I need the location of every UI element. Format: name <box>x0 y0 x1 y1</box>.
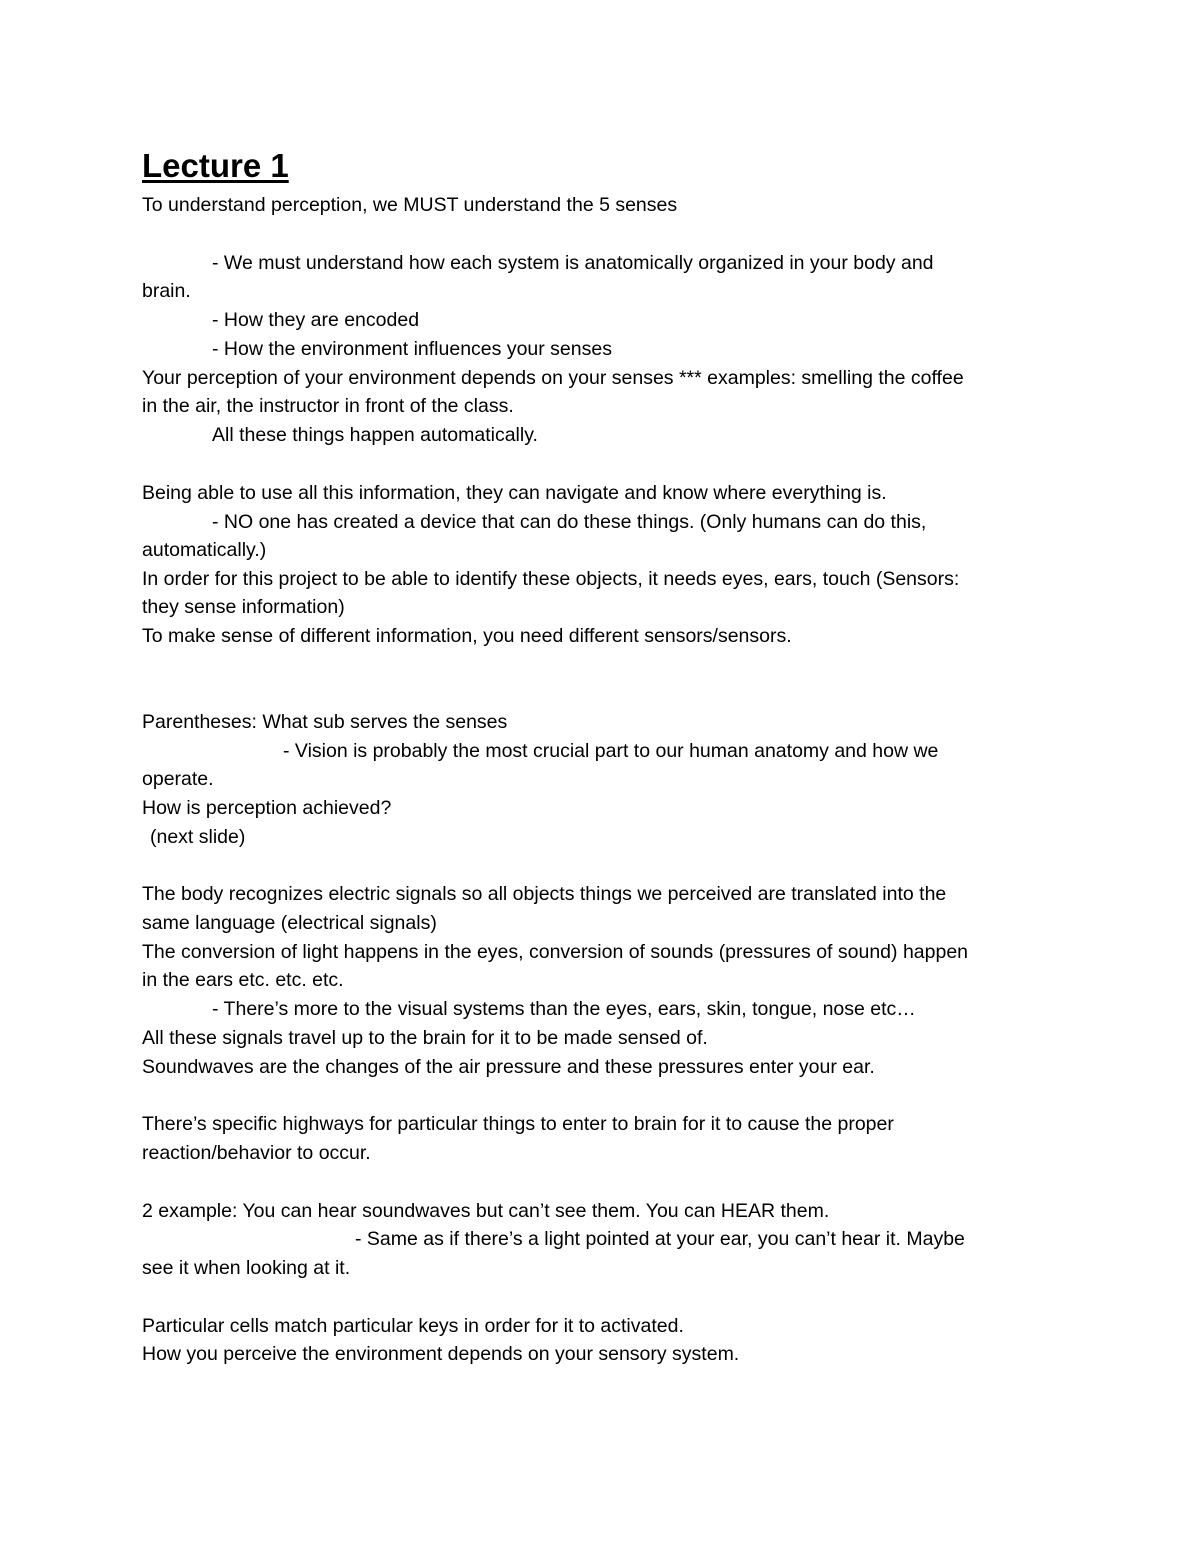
text-line: brain. <box>142 280 191 302</box>
text-line: - We must understand how each system is anatomically organized in your body and <box>212 252 934 274</box>
text-line: - There’s more to the visual systems than the eyes, ears, skin, tongue, nose etc… <box>212 998 916 1020</box>
text-line: automatically.) <box>142 539 267 561</box>
text-line: In order for this project to be able to identify these objects, it needs eyes, ears, touch (Sensors: <box>142 568 960 590</box>
text-line: The body recognizes electric signals so all objects things we perceived are translated into the <box>142 883 947 905</box>
text-line: Soundwaves are the changes of the air pressure and these pressures enter your ear. <box>142 1056 875 1078</box>
text-line: 2 example: You can hear soundwaves but can’t see them. You can HEAR them. <box>142 1200 830 1222</box>
text-line: they sense information) <box>142 596 345 618</box>
text-line: same language (electrical signals) <box>142 912 437 934</box>
text-line: Your perception of your environment depends on your senses *** examples: smelling the coffee <box>142 367 964 389</box>
text-line: in the ears etc. etc. etc. <box>142 969 344 991</box>
text-line: - NO one has created a device that can do these things. (Only humans can do this, <box>212 511 927 533</box>
text-line: Parentheses: What sub serves the senses <box>142 711 508 733</box>
text-line: in the air, the instructor in front of the class. <box>142 395 514 417</box>
text-line: To make sense of different information, you need different sensors/sensors. <box>142 625 792 647</box>
text-line: - Same as if there’s a light pointed at your ear, you can’t hear it. Maybe <box>355 1228 965 1250</box>
text-line: - How they are encoded <box>212 309 420 331</box>
text-line: Particular cells match particular keys in order for it to activated. <box>142 1315 684 1337</box>
text-line: The conversion of light happens in the eyes, conversion of sounds (pressures of sound) happen <box>142 941 969 963</box>
text-line: - How the environment influences your senses <box>212 338 612 360</box>
text-line: All these things happen automatically. <box>212 424 538 446</box>
text-line: see it when looking at it. <box>142 1257 351 1279</box>
text-line: Being able to use all this information, they can navigate and know where everything is. <box>142 482 887 504</box>
text-line: There’s specific highways for particular things to enter to brain for it to cause the proper <box>142 1113 894 1135</box>
text-line: To understand perception, we MUST understand the 5 senses <box>142 194 678 216</box>
text-line: How is perception achieved? <box>142 797 392 819</box>
text-line: How you perceive the environment depends on your sensory system. <box>142 1343 740 1365</box>
text-line: reaction/behavior to occur. <box>142 1142 371 1164</box>
text-line: (next slide) <box>150 826 246 848</box>
text-line: All these signals travel up to the brain for it to be made sensed of. <box>142 1027 708 1049</box>
text-line: - Vision is probably the most crucial part to our human anatomy and how we <box>283 740 939 762</box>
lecture-title: Lecture 1 <box>142 147 289 184</box>
text-line: operate. <box>142 768 214 790</box>
